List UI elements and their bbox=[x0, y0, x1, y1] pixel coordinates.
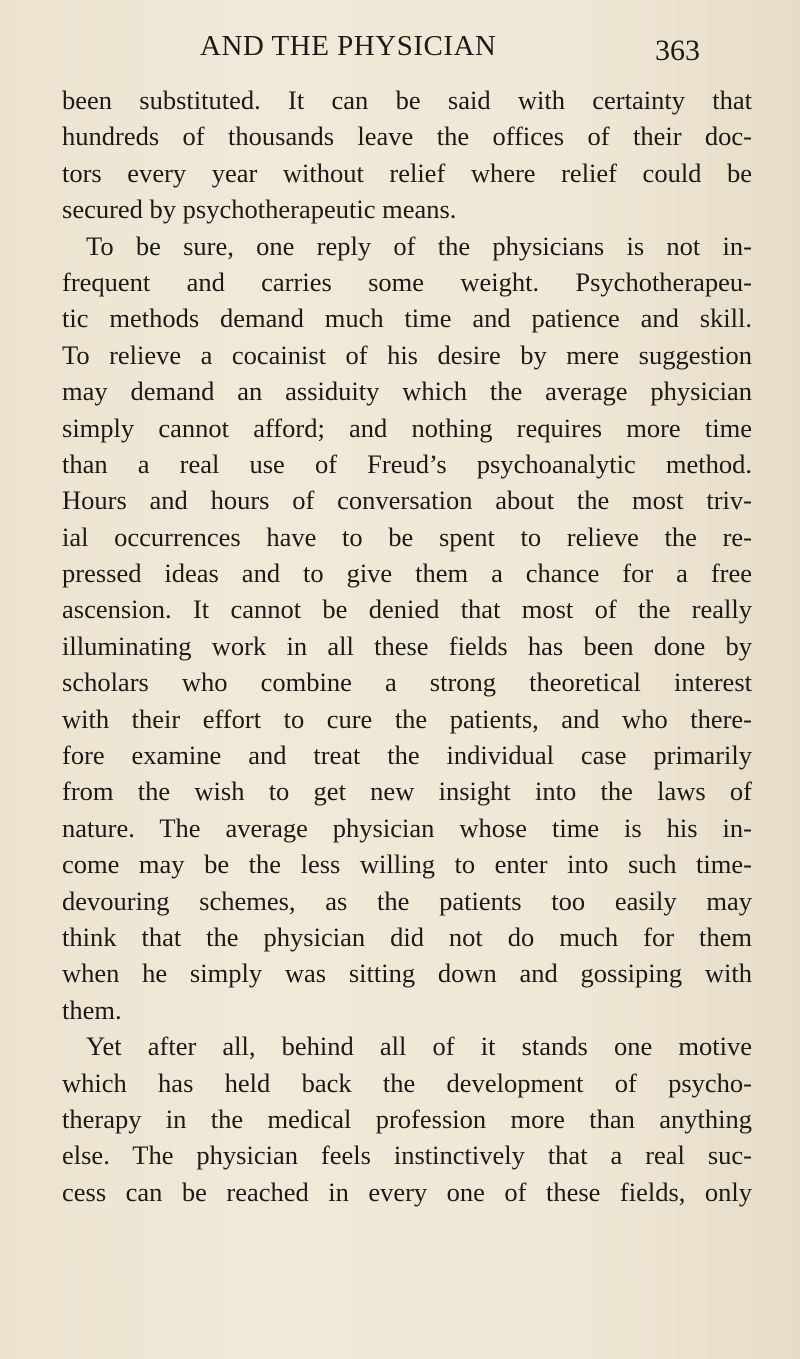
text-line: come may be the less willing to enter into such time- bbox=[62, 849, 752, 880]
text-line: To relieve a cocainist of his desire by mere suggestion bbox=[62, 339, 752, 370]
text-line: with their effort to cure the patients, and who there- bbox=[62, 703, 752, 734]
body-text bbox=[62, 82, 752, 1210]
text-line: devouring schemes, as the patients too easily may bbox=[62, 885, 752, 916]
text-line: than a real use of Freud’s psychoanalytic method. bbox=[62, 448, 752, 479]
text-line: simply cannot afford; and nothing requires more time bbox=[62, 412, 752, 443]
page-number: 363 bbox=[655, 34, 700, 67]
text-line: tic methods demand much time and patience and skill. bbox=[62, 303, 752, 334]
text-line: else. The physician feels instinctively that a real suc- bbox=[62, 1140, 752, 1171]
text-line: ascension. It cannot be denied that most of the really bbox=[62, 594, 752, 625]
text-line: ial occurrences have to be spent to relieve the re- bbox=[62, 521, 752, 552]
text-line: from the wish to get new insight into the laws of bbox=[62, 776, 752, 807]
text-line: cess can be reached in every one of these fields, only bbox=[62, 1176, 752, 1207]
running-head: AND THE PHYSICIAN bbox=[200, 30, 497, 62]
text-line: To be sure, one reply of the physicians is not in- bbox=[86, 230, 752, 261]
text-line: think that the physician did not do much for them bbox=[62, 921, 752, 952]
text-line: them. bbox=[62, 994, 122, 1025]
text-line: when he simply was sitting down and gossiping with bbox=[62, 958, 752, 989]
page-header bbox=[0, 22, 800, 72]
text-line: scholars who combine a strong theoretical interest bbox=[62, 667, 752, 698]
text-line: hundreds of thousands leave the offices of their doc- bbox=[62, 121, 752, 152]
text-line: therapy in the medical profession more than anything bbox=[62, 1103, 752, 1134]
text-line: fore examine and treat the individual case primarily bbox=[62, 740, 752, 771]
text-line: pressed ideas and to give them a chance for a free bbox=[62, 558, 752, 589]
text-line: frequent and carries some weight. Psychotherapeu- bbox=[62, 266, 752, 297]
text-line: secured by psychotherapeutic means. bbox=[62, 194, 457, 225]
text-line: been substituted. It can be said with certainty that bbox=[62, 85, 752, 115]
text-line: Yet after all, behind all of it stands one motive bbox=[86, 1031, 752, 1062]
text-line: Hours and hours of conversation about the most triv- bbox=[62, 485, 752, 516]
text-line: which has held back the development of psycho- bbox=[62, 1067, 752, 1098]
text-line: nature. The average physician whose time is his in- bbox=[62, 812, 752, 843]
text-line: illuminating work in all these fields has been done by bbox=[62, 630, 752, 661]
text-line: tors every year without relief where relief could be bbox=[62, 157, 752, 188]
text-line: may demand an assiduity which the average physician bbox=[62, 376, 752, 407]
